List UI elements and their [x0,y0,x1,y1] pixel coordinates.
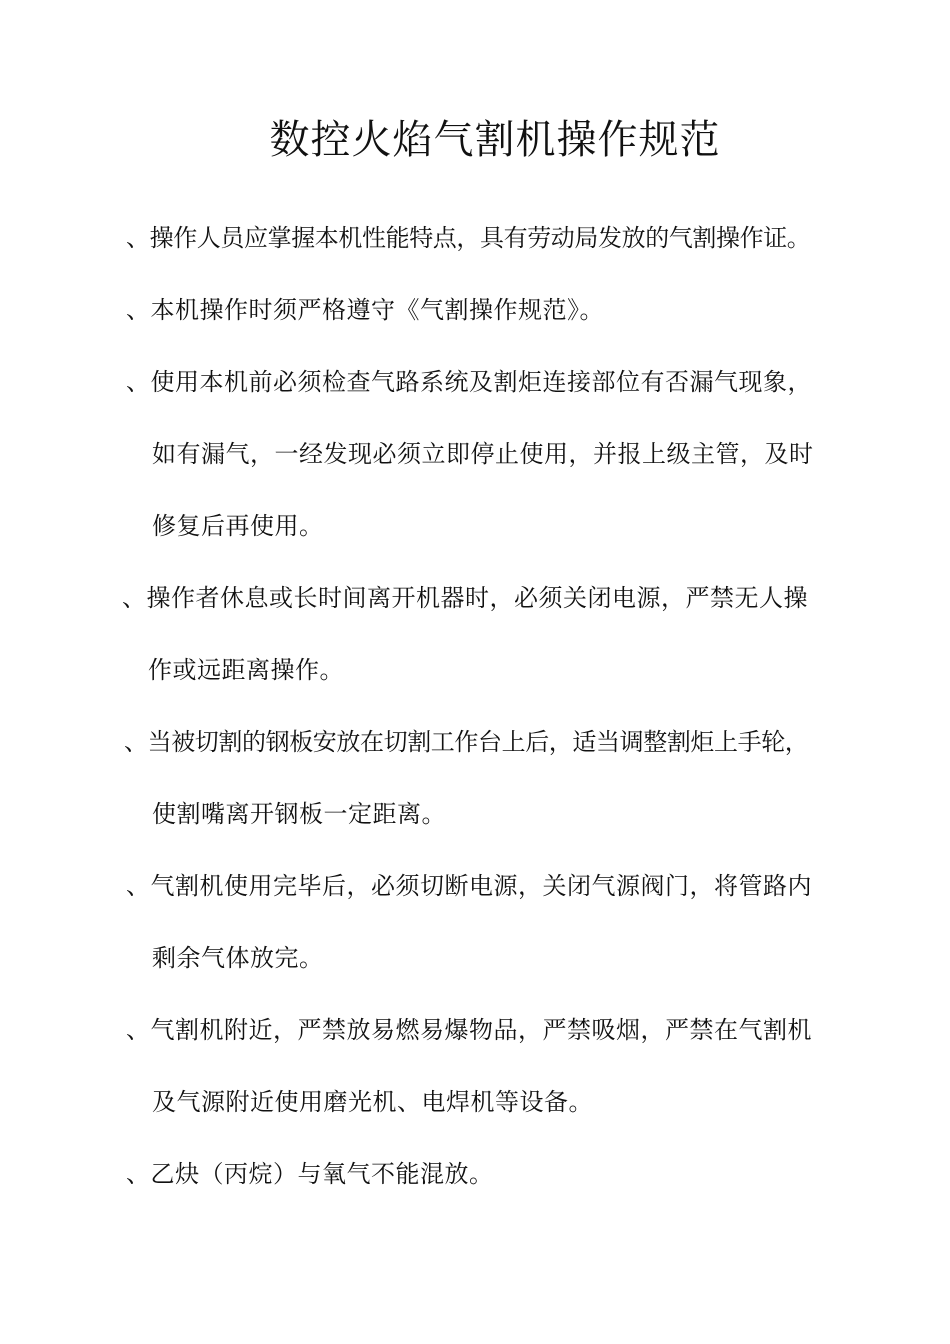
rule-item-5-line-2: 使割嘴离开钢板一定距离。 [152,800,446,828]
rule-item-3-line-3: 修复后再使用。 [152,512,324,540]
rule-item-7-line-2: 及气源附近使用磨光机、电焊机等设备。 [152,1088,593,1116]
rule-item-6-line-1: 、气割机使用完毕后，必须切断电源，关闭气源阀门，将管路内 [126,872,812,900]
rule-item-3-line-1: 、使用本机前必须检查气路系统及割炬连接部位有否漏气现象， [126,368,812,396]
page-title: 数控火焰气割机操作规范 [269,117,721,163]
rule-item-6-line-2: 剩余气体放完。 [152,944,324,972]
rule-item-4-line-1: 、操作者休息或长时间离开机器时，必须关闭电源，严禁无人操 [122,584,808,612]
rule-item-5-line-1: 、当被切割的钢板安放在切割工作台上后，适当调整割炬上手轮， [124,728,809,756]
rule-item-1-line-1: 、操作人员应掌握本机性能特点，具有劳动局发放的气割操作证。 [126,224,811,252]
rule-item-7-line-1: 、气割机附近，严禁放易燃易爆物品，严禁吸烟，严禁在气割机 [126,1016,812,1044]
rule-item-2-line-1: 、本机操作时须严格遵守《气割操作规范》。 [126,296,604,324]
rule-item-4-line-2: 作或远距离操作。 [148,656,344,684]
rule-item-8-line-1: 、乙炔（丙烷）与氧气不能混放。 [126,1160,494,1188]
rule-item-3-line-2: 如有漏气，一经发现必须立即停止使用，并报上级主管，及时 [152,440,814,468]
